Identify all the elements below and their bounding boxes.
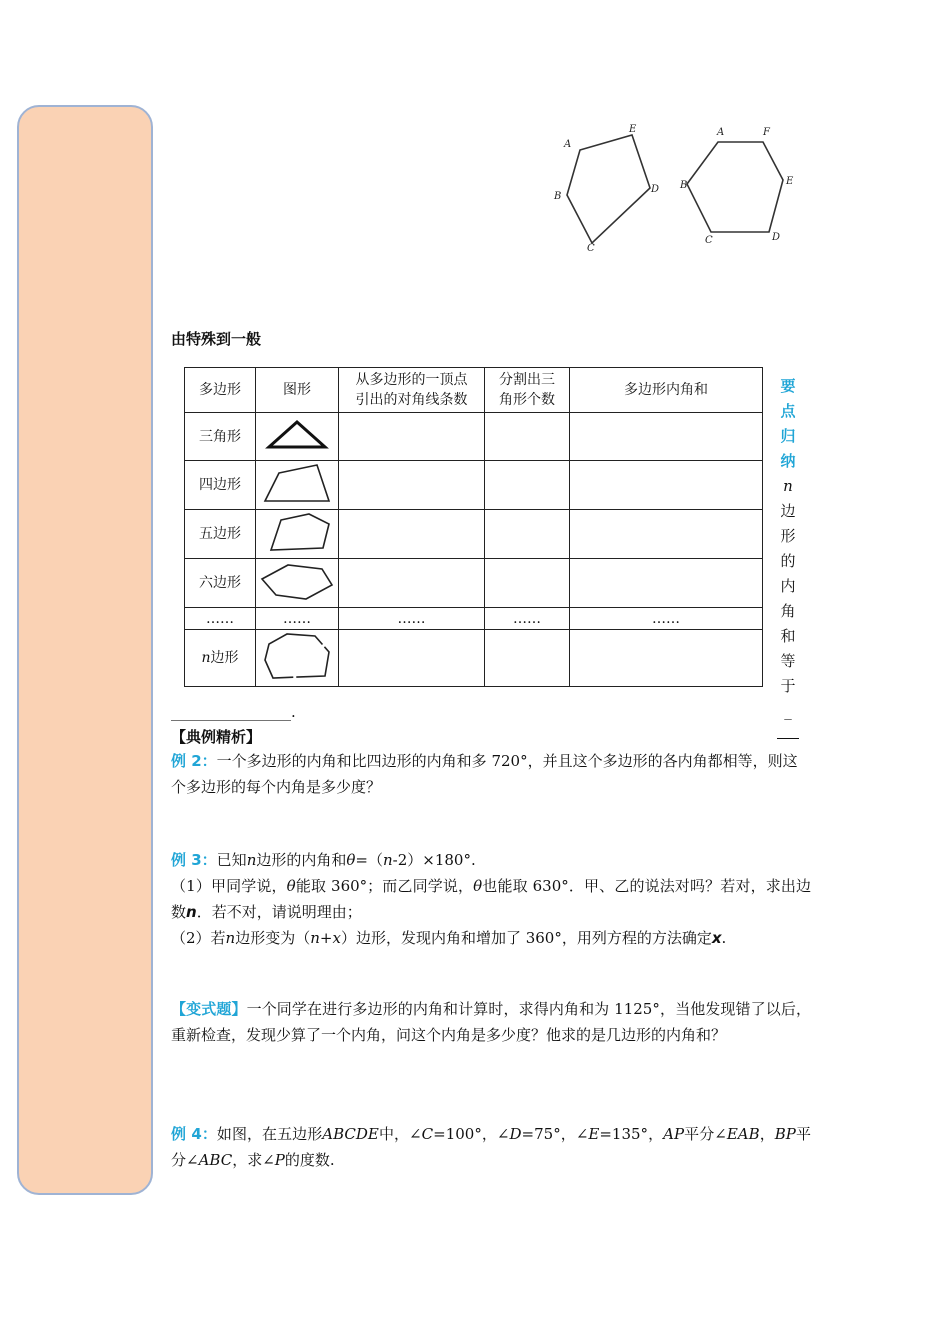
header-triangles: 分割出三 角形个数 [485,368,570,413]
svg-text:B: B [554,191,562,202]
example-4: 例 4：如图，在五边形ABCDE中，∠C=100°，∠D=75°，∠E=135°，AP平分∠EAB，BP平分∠ABC，求∠P的度数. [171,1125,811,1169]
svg-text:A: A [564,139,572,150]
hexagon-figure [677,122,797,247]
svg-text:D: D [651,184,660,195]
svg-text:A: A [717,127,725,138]
left-sidebar-panel [17,105,153,1195]
pentagon-figure [550,120,665,255]
svg-text:E: E [629,124,637,135]
svg-text:C: C [587,243,595,254]
table-row: 三角形 [185,413,763,461]
header-polygon: 多边形 [185,368,256,413]
quadrilateral-shape [256,461,339,510]
n-gon-shape [256,630,339,687]
polygon-table [184,367,763,687]
table-row: 六边形 [185,559,763,608]
example-2: 例 2：一个多边形的内角和比四边形的内角和多 720°，并且这个多边形的各内角都相等，则这个多边形的每个内角是多少度？ [171,752,798,796]
header-figure: 图形 [256,368,339,413]
variant-problem: 【变式题】一个同学在进行多边形的内角和计算时，求得内角和为 1125°，当他发现错了以后，重新检查，发现少算了一个内角，问这个内角是多少度？他求的是几边形的内角和？ [171,1000,811,1044]
table-row: n边形 [185,630,763,687]
examples-header: 【典例精析】 [171,728,262,746]
key-points-note: 要 点 归 纳 n边 形 的 内 角 和 等 于_ [777,374,799,739]
table-row: 五边形 [185,510,763,559]
svg-text:E: E [786,176,794,187]
answer-blank-line: ________________. [171,703,296,721]
pentagon-shape [256,510,339,559]
triangle-shape [256,413,339,461]
hexagon-shape [256,559,339,608]
svg-text:C: C [705,235,713,246]
table-row: 四边形 [185,461,763,510]
header-diagonals: 从多边形的一顶点 引出的对角线条数 [339,368,485,413]
table-row: …… …… …… …… …… [185,608,763,630]
svg-text:B: B [680,180,688,191]
header-angle-sum: 多边形内角和 [570,368,763,413]
svg-text:F: F [763,127,770,138]
example-3: 例 3：已知n边形的内角和θ=（n-2）×180°. （1）甲同学说，θ能取 360°；而乙同学说，θ也能取 630°．甲、乙的说法对吗？若对，求出边数n．若不对，请说明理由； （2）若n边形变为（n+x）边形，发现内角和增加了 360°，用列方程的方法确定x. [171,851,812,947]
svg-text:D: D [772,232,781,243]
section-title: 由特殊到一般 [171,330,262,348]
